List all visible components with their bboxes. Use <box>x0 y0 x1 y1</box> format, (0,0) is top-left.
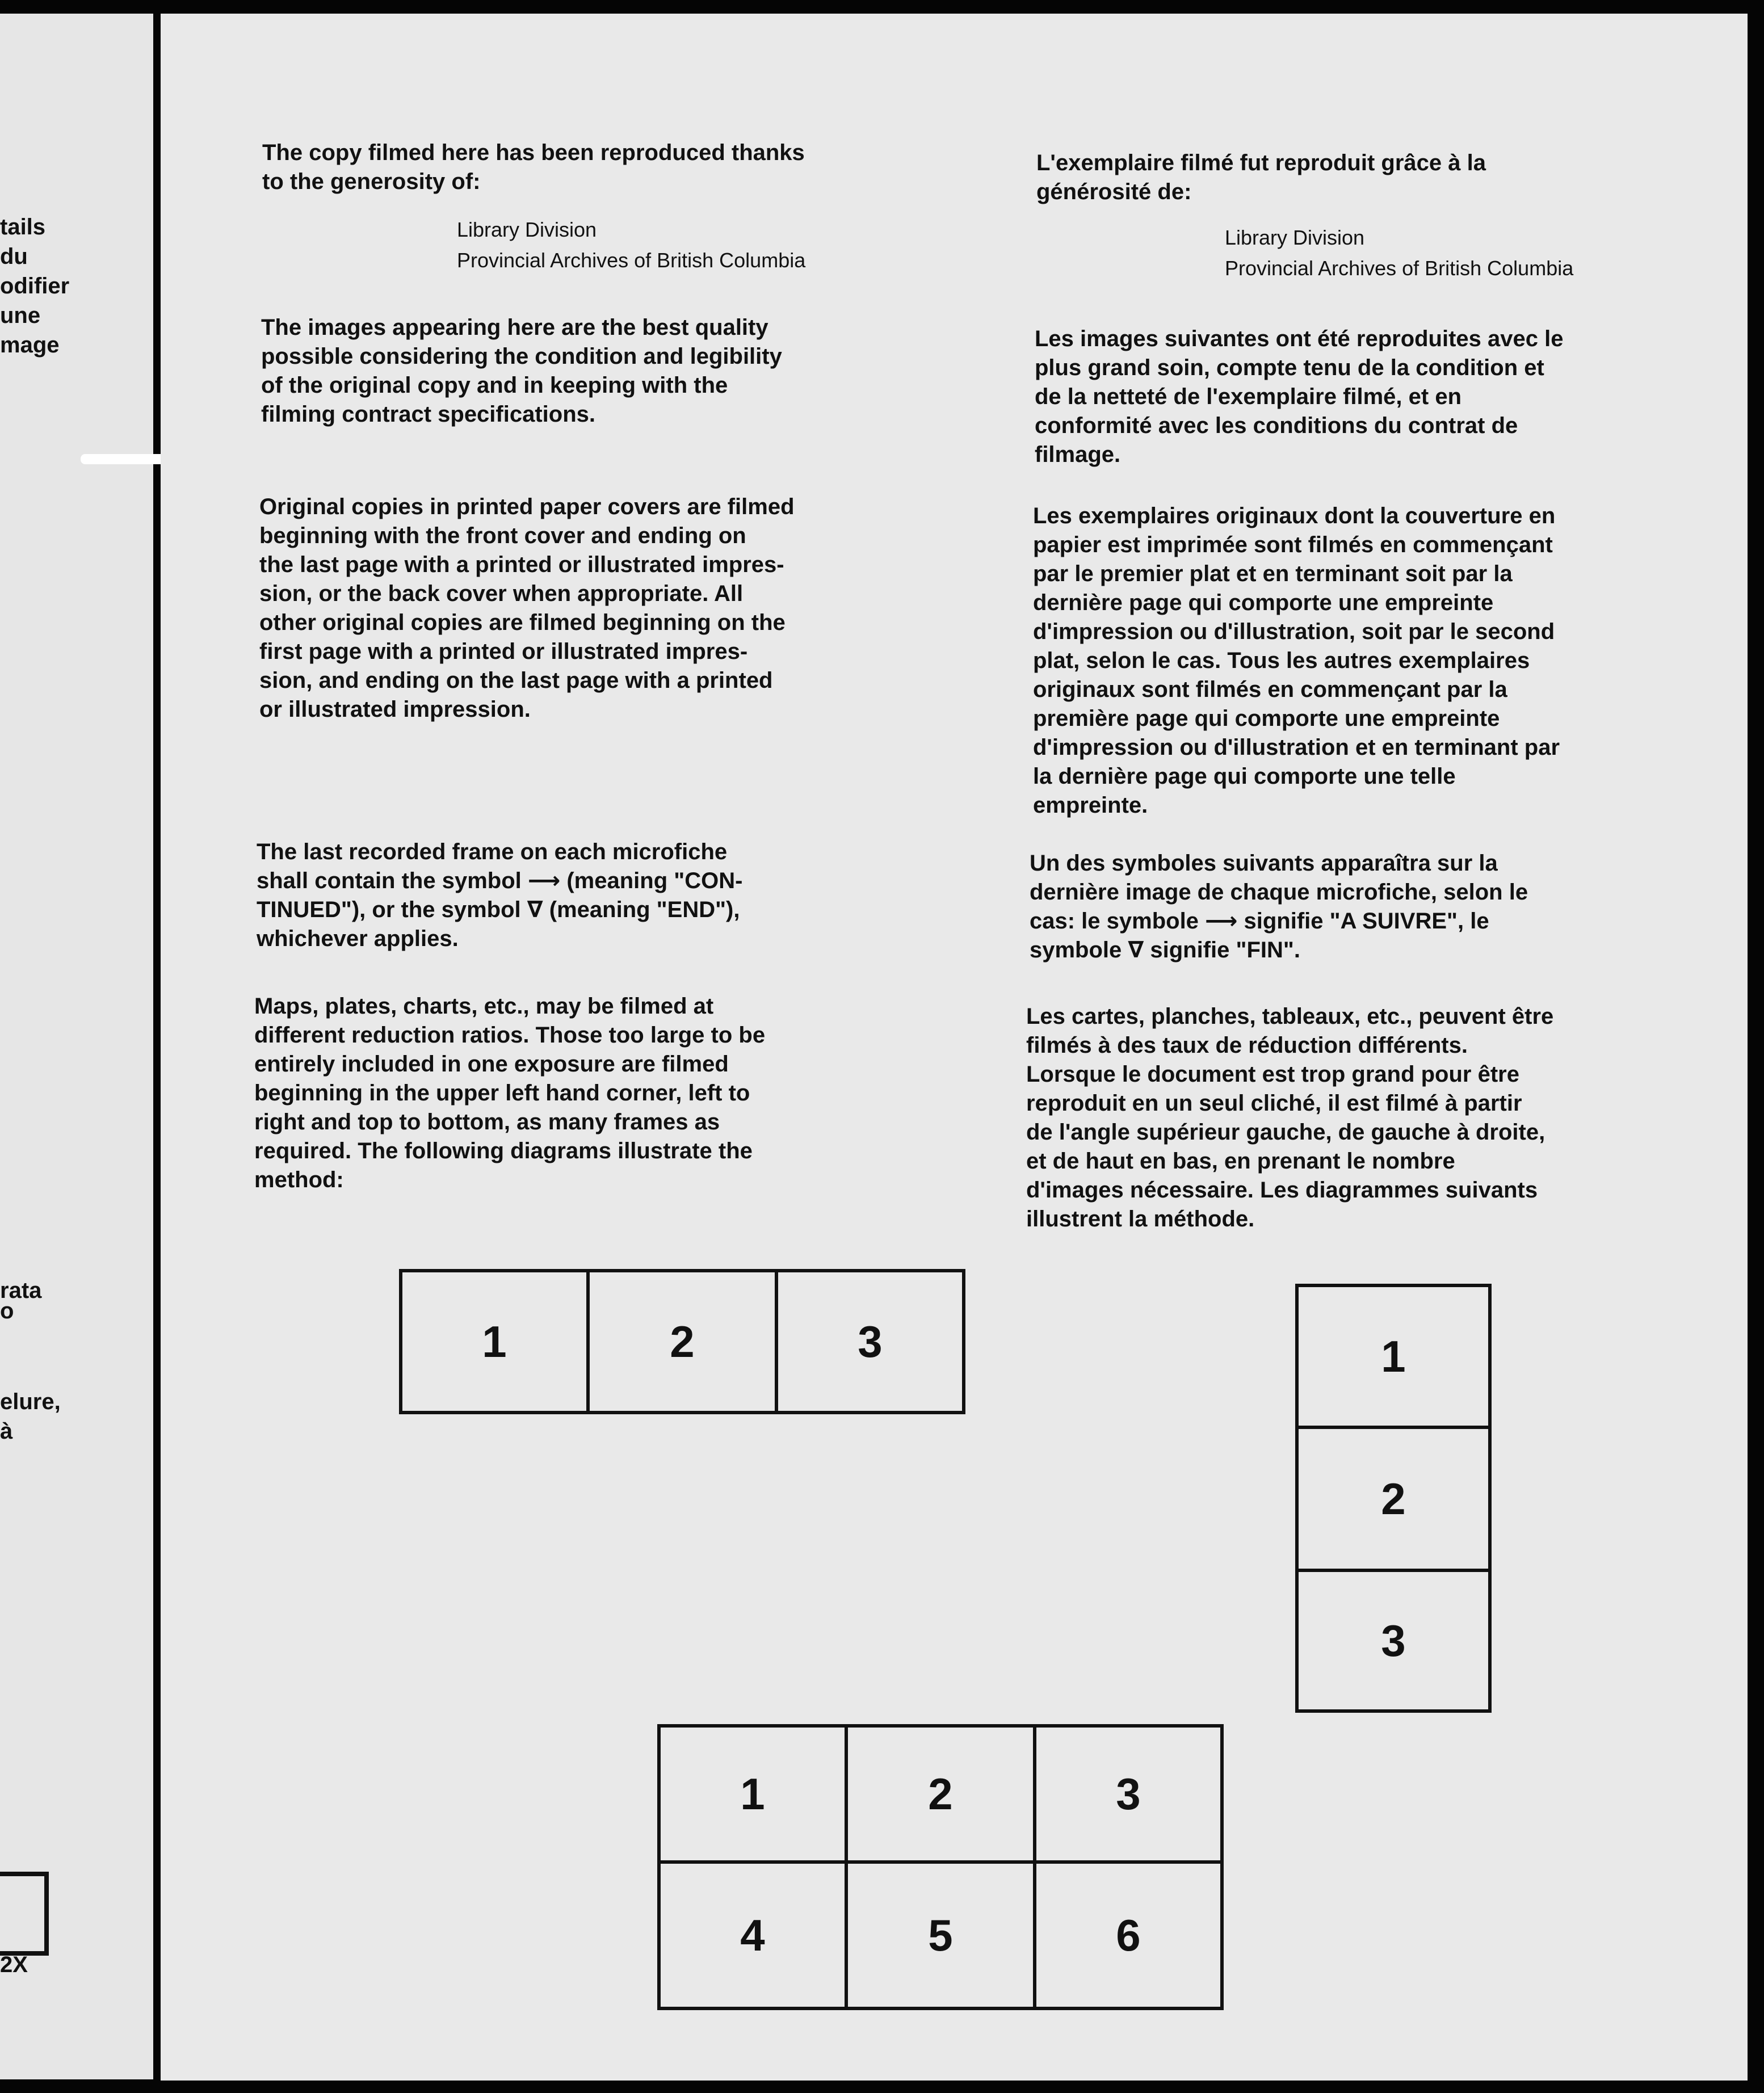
text-line: or illustrated impression. <box>259 697 531 722</box>
text-line: beginning with the front cover and ending on <box>259 523 746 548</box>
text-line: filmage. <box>1035 442 1121 467</box>
text-line: Original copies in printed paper covers are filmed <box>259 494 795 519</box>
text-line: sion, or the back cover when appropriate. All <box>259 581 744 606</box>
text-line: empreinte. <box>1033 793 1148 818</box>
text-line: plus grand soin, compte tenu de la condition et <box>1035 355 1544 380</box>
text-line: par le premier plat et en terminant soit par la <box>1033 561 1513 586</box>
text-line: entirely included in one exposure are filmed <box>254 1052 729 1077</box>
french-intro-line: générosité de: <box>1036 179 1192 204</box>
text-line: Un des symboles suivants apparaîtra sur la <box>1030 851 1498 876</box>
text-line: method: <box>254 1167 344 1192</box>
text-line: of the original copy and in keeping with the <box>261 373 728 398</box>
text-line: d'impression ou d'illustration et en terminant par <box>1033 735 1560 760</box>
text-line: et de haut en bas, en prenant le nombre <box>1026 1149 1455 1174</box>
text-line: cas: le symbole ⟶ signifie "A SUIVRE", le <box>1030 909 1489 934</box>
text-line: first page with a printed or illustrated impres- <box>259 639 748 664</box>
frame-cell: 2 <box>845 1724 1036 1864</box>
text-line: conformité avec les conditions du contrat de <box>1035 413 1518 438</box>
frame-cell: 6 <box>1033 1860 1224 2010</box>
margin-fragment: odifier <box>0 274 70 299</box>
margin-fragment: tails <box>0 215 46 239</box>
english-intro-line: The copy filmed here has been reproduced thanks <box>262 140 805 165</box>
text-line: filmés à des taux de réduction différents. <box>1026 1033 1468 1058</box>
text-line: beginning in the upper left hand corner, left to <box>254 1081 750 1106</box>
text-line: different reduction ratios. Those too large to be <box>254 1023 766 1048</box>
margin-fragment: o <box>0 1298 14 1323</box>
french-covers-paragraph <box>1033 502 1560 820</box>
text-line: Les exemplaires originaux dont la couverture en <box>1033 503 1556 528</box>
margin-fragments-top <box>0 212 79 360</box>
frame-cell: 1 <box>657 1724 848 1864</box>
text-line: Les images suivantes ont été reproduites avec le <box>1035 326 1564 351</box>
text-line: d'impression ou d'illustration, soit par le second <box>1033 619 1555 644</box>
diagram-horizontal <box>399 1269 965 1414</box>
english-intro-line: to the generosity of: <box>262 169 481 194</box>
text-line: possible considering the condition and legibility <box>261 344 782 369</box>
frame-cell: 3 <box>1033 1724 1224 1864</box>
french-intro <box>1036 149 1486 207</box>
credit-org: Provincial Archives of British Columbia <box>457 249 806 272</box>
text-line: sion, and ending on the last page with a printed <box>259 668 773 693</box>
diagram-grid <box>657 1724 1224 2010</box>
text-line: papier est imprimée sont filmés en commençant <box>1033 532 1553 557</box>
frame-cell: 1 <box>1295 1284 1492 1429</box>
text-line: reproduit en un seul cliché, il est filmé à partir <box>1026 1091 1522 1116</box>
credit-name: Library Division <box>1225 226 1365 249</box>
margin-fragment: elure, <box>0 1389 61 1414</box>
text-line: originaux sont filmés en commençant par la <box>1033 677 1507 702</box>
margin-fragment: une <box>0 303 41 328</box>
text-line: TINUED"), or the symbol ∇ (meaning "END"), <box>257 897 740 922</box>
text-line: shall contain the symbol ⟶ (meaning "CON- <box>257 868 743 893</box>
english-quality-paragraph <box>261 313 782 429</box>
frame-cell: 3 <box>775 1269 965 1414</box>
text-line: dernière image de chaque microfiche, selon le <box>1030 880 1528 905</box>
french-quality-paragraph <box>1035 325 1563 469</box>
text-line: required. The following diagrams illustrate the <box>254 1138 753 1163</box>
text-line: Les cartes, planches, tableaux, etc., peuvent être <box>1026 1004 1554 1029</box>
text-line: Maps, plates, charts, etc., may be filmed at <box>254 994 714 1019</box>
text-line: The images appearing here are the best quality <box>261 315 768 340</box>
english-covers-paragraph <box>259 493 795 724</box>
margin-box-fragment <box>0 1872 49 1956</box>
margin-fragment: mage <box>0 333 60 358</box>
english-credit <box>457 215 805 276</box>
frame-cell: 1 <box>399 1269 590 1414</box>
french-maps-paragraph <box>1026 1002 1553 1234</box>
text-line: de la netteté de l'exemplaire filmé, et en <box>1035 384 1462 409</box>
credit-org: Provincial Archives of British Columbia <box>1225 257 1574 280</box>
frame-cell: 5 <box>845 1860 1036 2010</box>
english-symbols-paragraph <box>257 838 742 953</box>
frame-cell: 2 <box>1295 1426 1492 1572</box>
margin-fragment: du <box>0 244 28 269</box>
text-line: filming contract specifications. <box>261 402 596 427</box>
text-line: première page qui comporte une empreinte <box>1033 706 1500 731</box>
french-intro-line: L'exemplaire filmé fut reproduit grâce à la <box>1036 150 1486 175</box>
text-line: whichever applies. <box>257 926 459 951</box>
text-line: plat, selon le cas. Tous les autres exemplaires <box>1033 648 1530 673</box>
margin-bottom-label: 2X <box>0 1952 28 1977</box>
french-symbols-paragraph <box>1030 849 1528 965</box>
frame-cell: 3 <box>1295 1569 1492 1713</box>
text-line: la dernière page qui comporte une telle <box>1033 764 1456 789</box>
text-line: dernière page qui comporte une empreinte <box>1033 590 1494 615</box>
margin-fragments-lower <box>0 1387 79 1446</box>
text-line: illustrent la méthode. <box>1026 1207 1255 1232</box>
margin-fragment: rata <box>0 1278 42 1303</box>
text-line: de l'angle supérieur gauche, de gauche à droite, <box>1026 1120 1545 1145</box>
text-line: Lorsque le document est trop grand pour être <box>1026 1062 1519 1087</box>
text-line: right and top to bottom, as many frames as <box>254 1109 720 1134</box>
margin-fragments-mid <box>0 1276 79 1326</box>
french-credit <box>1225 222 1573 284</box>
diagram-vertical <box>1295 1284 1492 1713</box>
english-maps-paragraph <box>254 992 765 1195</box>
scan-glint <box>81 454 167 464</box>
frame-cell: 2 <box>586 1269 778 1414</box>
frame-cell: 4 <box>657 1860 848 2010</box>
english-intro <box>262 138 805 196</box>
text-line: the last page with a printed or illustrated impres- <box>259 552 784 577</box>
text-line: symbole ∇ signifie "FIN". <box>1030 938 1300 963</box>
credit-name: Library Division <box>457 218 597 241</box>
text-line: The last recorded frame on each microfiche <box>257 839 728 864</box>
margin-fragment: à <box>0 1419 13 1444</box>
text-line: d'images nécessaire. Les diagrammes suivants <box>1026 1178 1538 1203</box>
text-line: other original copies are filmed beginning on the <box>259 610 786 635</box>
